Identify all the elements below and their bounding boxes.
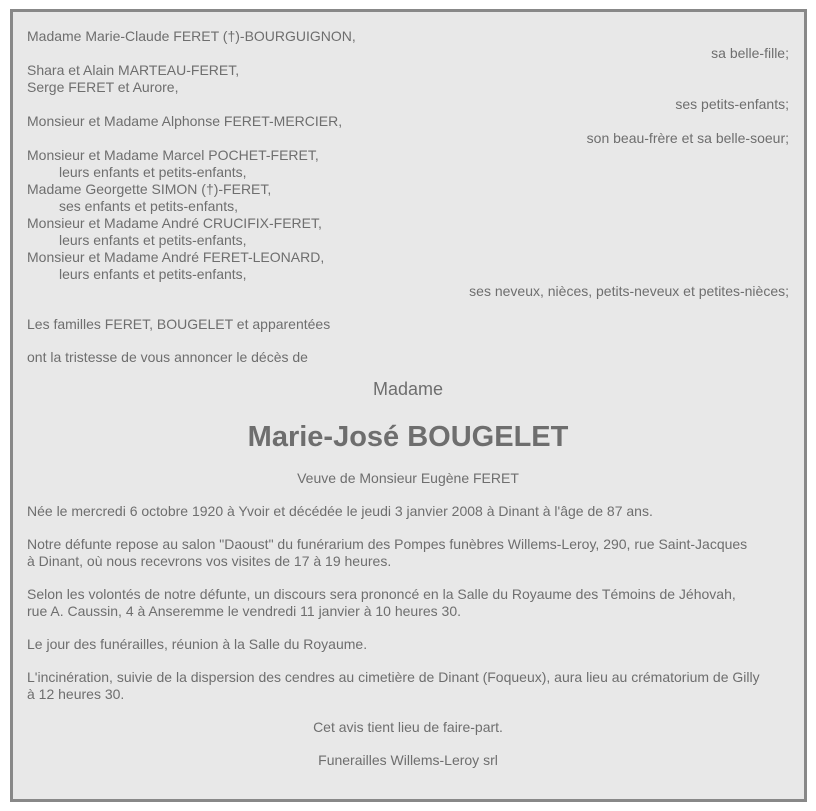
family-relation-line: son beau-frère et sa belle-soeur; [586, 130, 789, 146]
family-name-line: Shara et Alain MARTEAU-FERET, [27, 62, 240, 78]
announcement-line: ont la tristesse de vous annoncer le décès de [27, 349, 308, 365]
families-line: Les familles FERET, BOUGELET et apparentées [27, 316, 331, 332]
family-descendants-line: leurs enfants et petits-enfants, [59, 232, 247, 248]
notice-line: Cet avis tient lieu de faire-part. [313, 719, 503, 735]
repose-paragraph: Notre défunte repose au salon "Daoust" du funérarium des Pompes funèbres Willems-Leroy, 290, rue Saint-Jacques à Dinant, où nous recevrons vos visites de 17 à 19 heures. [27, 536, 748, 569]
family-name-line: Serge FERET et Aurore, [27, 79, 179, 95]
widow-of-line: Veuve de Monsieur Eugène FERET [297, 470, 519, 486]
family-name-line: Madame Georgette SIMON (†)-FERET, [27, 181, 272, 197]
family-name-line: Monsieur et Madame André FERET-LEONARD, [27, 249, 325, 265]
funeral-meeting-paragraph: Le jour des funérailles, réunion à la Salle du Royaume. [27, 636, 368, 652]
funeral-home-line: Funerailles Willems-Leroy srl [318, 752, 498, 768]
family-name-line: Monsieur et Madame André CRUCIFIX-FERET, [27, 215, 322, 231]
family-descendants-line: leurs enfants et petits-enfants, [59, 266, 247, 282]
family-name-line: Monsieur et Madame Marcel POCHET-FERET, [27, 147, 319, 163]
family-relation-line: sa belle-fille; [711, 45, 789, 61]
speech-paragraph: Selon les volontés de notre défunte, un discours sera prononcé en la Salle du Royaume des Témoins de Jéhovah, rue A. Caussin, 4 à Anseremme le vendredi 11 janvier à 10 heures 30. [27, 586, 736, 619]
family-name-line: Madame Marie-Claude FERET (†)-BOURGUIGNON, [27, 28, 356, 44]
cremation-paragraph: L'incinération, suivie de la dispersion des cendres au cimetière de Dinant (Foqueux), aura lieu au crématorium de Gilly à 12 heures 30. [27, 669, 760, 702]
honorific: Madame [372, 379, 444, 399]
family-descendants-line: ses enfants et petits-enfants, [59, 198, 238, 214]
birth-death-paragraph: Née le mercredi 6 octobre 1920 à Yvoir et décédée le jeudi 3 janvier 2008 à Dinant à l'âge de 87 ans. [27, 503, 653, 519]
family-relation-line: ses neveux, nièces, petits-neveux et petites-nièces; [469, 283, 789, 299]
family-name-line: Monsieur et Madame Alphonse FERET-MERCIER, [27, 113, 343, 129]
deceased-name: Marie-José BOUGELET [247, 421, 569, 453]
obituary-content [27, 28, 789, 769]
family-descendants-line: leurs enfants et petits-enfants, [59, 164, 247, 180]
family-relation-line: ses petits-enfants; [675, 96, 789, 112]
obituary-frame [10, 9, 807, 802]
